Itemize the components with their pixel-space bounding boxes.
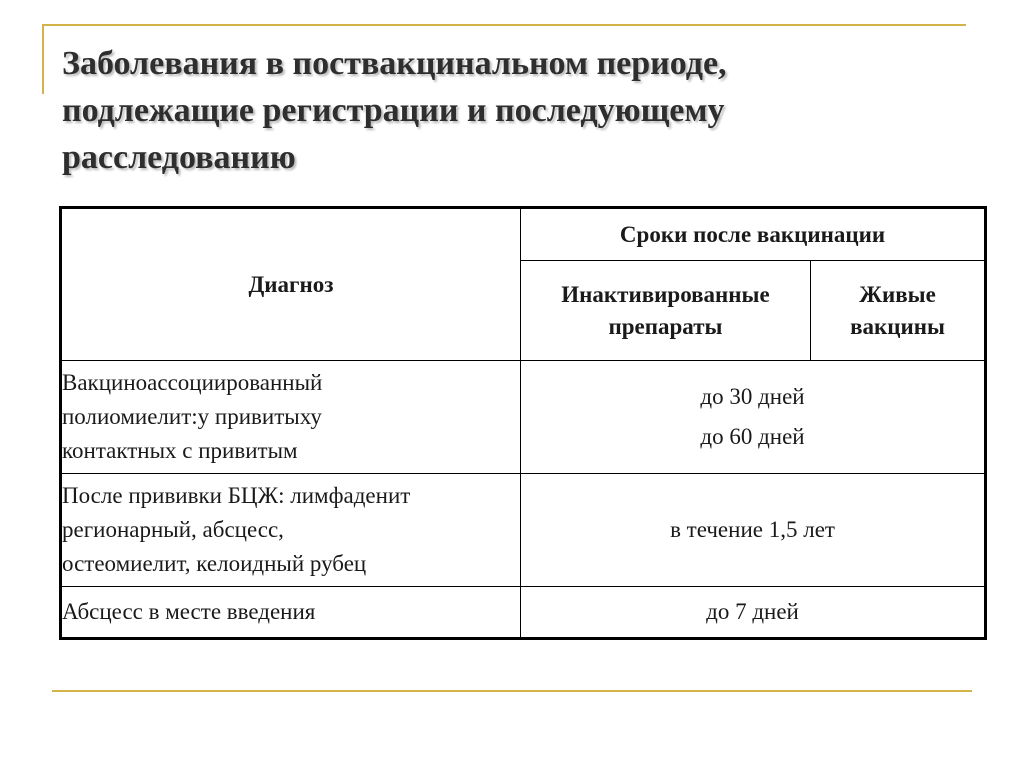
diagnosis-cell [61,361,521,474]
table-header-row [61,208,986,261]
terms-cell [521,361,986,474]
diagnosis-line: После прививки БЦЖ: лимфаденит [62,483,411,508]
terms-value: до 60 дней [700,424,805,449]
inactivated-header [521,261,811,361]
diagnosis-line: остеомиелит, келоидный рубец [62,551,367,576]
terms-value: в течение 1,5 лет [670,517,835,542]
live-vaccines-header [811,261,986,361]
vaccination-terms-table [59,206,987,640]
diagnosis-line: Вакциноассоциированный [62,370,323,395]
slide-title [62,40,962,181]
diagnosis-line: полиомиелит:у привитыху [62,404,322,429]
diagnosis-line: регионарный, абсцесс, [62,517,284,542]
table-row [61,361,986,474]
slide-title-line: расследованию [62,139,296,176]
table-row [61,474,986,587]
bottom-decorative-rule [52,690,972,692]
diagnosis-line: контактных с привитым [62,438,298,463]
terms-header: Сроки после вакцинации [521,208,986,261]
terms-cell [521,474,986,587]
diagnosis-cell [61,474,521,587]
diagnosis-cell [61,587,521,639]
diagnosis-line: Абсцесс в месте введения [62,599,316,624]
top-decorative-rule [42,24,966,26]
terms-cell [521,587,986,639]
terms-value: до 7 дней [706,599,799,624]
live-vaccines-header-line: Живые [859,281,936,307]
inactivated-header-line: Инактивированные [561,281,770,307]
table-row [61,587,986,639]
diagnosis-header: Диагноз [61,208,521,361]
terms-value: до 30 дней [700,384,805,409]
inactivated-header-line: препараты [608,313,723,339]
slide-title-line: подлежащие регистрации и последующему [62,92,725,129]
live-vaccines-header-line: вакцины [850,313,945,339]
slide-title-line: Заболевания в поствакцинальном периоде, [62,45,727,82]
left-decorative-rule [42,24,44,94]
